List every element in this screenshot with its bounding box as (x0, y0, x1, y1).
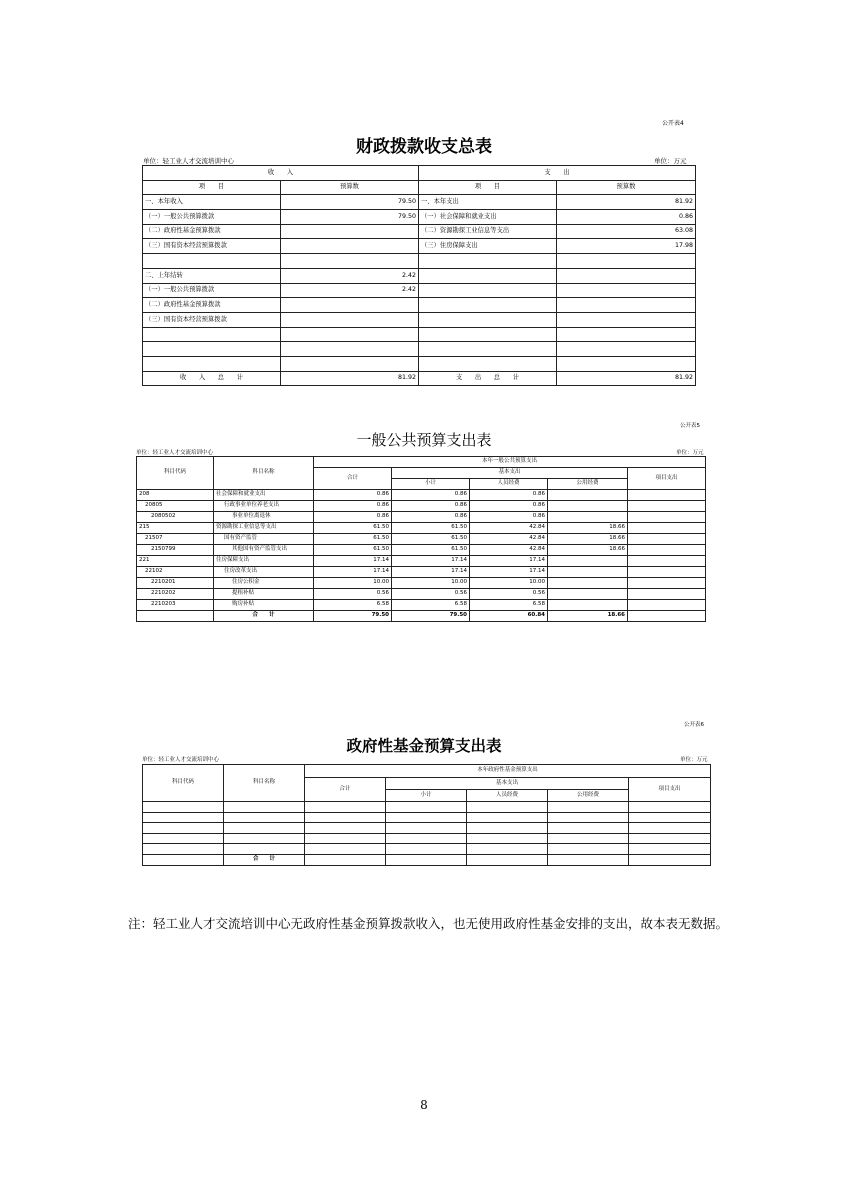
table6-col-name: 科目名称 (224, 765, 305, 802)
table4-total-expense-label: 支 出 总 计 (419, 371, 557, 386)
table4-income-amount (281, 298, 419, 313)
table6-col-project: 项目支出 (629, 778, 711, 802)
footnote: 注：轻工业人才交流培训中心无政府性基金预算拨款收入，也无使用政府性基金安排的支出，故本表无数据。 (128, 916, 729, 931)
table-row (143, 254, 696, 269)
table5-personnel: 17.14 (470, 567, 548, 578)
table6-total-label: 合 计 (224, 854, 305, 865)
table5-tag: 公开表5 (680, 423, 700, 429)
table-row (137, 512, 706, 523)
table5-project (628, 501, 706, 512)
table4-expense-item (419, 254, 557, 269)
table-row (143, 833, 711, 844)
table4-income-item (143, 342, 281, 357)
table5-personnel: 42.84 (470, 534, 548, 545)
table5-total-sum: 79.50 (314, 611, 392, 622)
table4-expense-amount: 63.08 (557, 224, 696, 239)
table4-expense-item (419, 342, 557, 357)
table5-code: 2150799 (137, 545, 214, 556)
table4-income-amount (281, 356, 419, 371)
table5-unit-right: 单位：万元 (676, 450, 704, 456)
table-row (143, 327, 696, 342)
table5-name: 住房公积金 (214, 578, 314, 589)
table5-public (548, 490, 628, 501)
table5-name: 行政事业单位养老支出 (214, 501, 314, 512)
table5-project (628, 578, 706, 589)
table5-public (548, 501, 628, 512)
table5-name: 资源勘探工业信息等支出 (214, 523, 314, 534)
table-row (143, 224, 696, 239)
table4-expense-amount (557, 298, 696, 313)
table-row (143, 356, 696, 371)
table5-subtotal: 61.50 (392, 545, 470, 556)
table5-total: 0.86 (314, 501, 392, 512)
table5-total: 17.14 (314, 556, 392, 567)
table-row (143, 312, 696, 327)
table-row (143, 802, 711, 813)
table5-project (628, 556, 706, 567)
table5-name: 住房改革支出 (214, 567, 314, 578)
table4-income-amount (281, 239, 419, 254)
table-row (143, 844, 711, 855)
table5-col-public: 公用经费 (548, 479, 628, 490)
table5-subtotal: 0.86 (392, 501, 470, 512)
table4-total-income: 81.92 (281, 371, 419, 386)
table5-project (628, 534, 706, 545)
table5-code: 215 (137, 523, 214, 534)
table5-total: 0.56 (314, 589, 392, 600)
table5-public (548, 556, 628, 567)
table-row (143, 283, 696, 298)
table-row (137, 567, 706, 578)
table6-group-header: 本年政府性基金预算支出 (305, 765, 711, 778)
table5-unit-left: 单位：轻工业人才交流培训中心 (136, 450, 214, 456)
table4-income-item: （一）一般公共预算拨款 (143, 283, 281, 298)
table4-expense-item: （一）社会保障和就业支出 (419, 210, 557, 225)
table5-public (548, 578, 628, 589)
table4-income-item: 一、本年收入 (143, 195, 281, 210)
table5-subtotal: 0.86 (392, 490, 470, 501)
table5-public: 18.66 (548, 545, 628, 556)
table5-total-public: 18.66 (548, 611, 628, 622)
table5-total: 6.58 (314, 600, 392, 611)
table-row (143, 298, 696, 313)
table5-personnel: 6.58 (470, 600, 548, 611)
table-row (137, 578, 706, 589)
table-row (137, 600, 706, 611)
table-row (143, 812, 711, 823)
table5-name: 国有资产监管 (214, 534, 314, 545)
table5-total: 61.50 (314, 545, 392, 556)
table4-unit-right: 单位：万元 (654, 157, 687, 165)
table5-total: 0.86 (314, 490, 392, 501)
table4-income-amount (281, 312, 419, 327)
table4-col-budget: 预算数 (281, 180, 419, 195)
table4-income-amount (281, 224, 419, 239)
table6-col-code: 科目代码 (143, 765, 224, 802)
table6-tag: 公开表6 (684, 722, 704, 728)
table5-total: 10.00 (314, 578, 392, 589)
table5-code: 2080502 (137, 512, 214, 523)
table4-expense-item: （三）住房保障支出 (419, 239, 557, 254)
table5-general-budget (136, 456, 706, 622)
table-row (137, 545, 706, 556)
table6-unit-left: 单位：轻工业人才交流培训中心 (142, 757, 220, 763)
table-row (137, 556, 706, 567)
table6-unit-right: 单位：万元 (680, 757, 708, 763)
table6-col-subtotal: 小计 (386, 790, 467, 802)
table-row (137, 490, 706, 501)
table5-subtotal: 6.58 (392, 600, 470, 611)
table4-expense-amount: 0.86 (557, 210, 696, 225)
table4-income-item: （三）国有资本经营预算拨款 (143, 312, 281, 327)
table5-code: 21507 (137, 534, 214, 545)
table5-personnel: 42.84 (470, 545, 548, 556)
table5-total-code (137, 611, 214, 622)
table6-col-personnel: 人员经费 (467, 790, 548, 802)
table5-code: 20805 (137, 501, 214, 512)
table5-total: 61.50 (314, 534, 392, 545)
table4-expense-amount (557, 356, 696, 371)
table5-project (628, 545, 706, 556)
table5-group-header: 本年一般公共预算支出 (314, 457, 706, 468)
table-row (137, 501, 706, 512)
table5-name: 住房保障支出 (214, 556, 314, 567)
table-row (143, 195, 696, 210)
table5-subtotal: 61.50 (392, 523, 470, 534)
table4-expense-amount (557, 283, 696, 298)
table5-project (628, 490, 706, 501)
table-row (137, 523, 706, 534)
table5-project (628, 589, 706, 600)
table5-code: 221 (137, 556, 214, 567)
table4-expense-item (419, 356, 557, 371)
table5-public: 18.66 (548, 523, 628, 534)
table4-income-amount (281, 327, 419, 342)
table4-expense-item (419, 283, 557, 298)
table5-public (548, 600, 628, 611)
table5-personnel: 10.00 (470, 578, 548, 589)
table4-expense-amount (557, 254, 696, 269)
table4-income-item (143, 356, 281, 371)
table5-name: 社会保障和就业支出 (214, 490, 314, 501)
table5-personnel: 0.86 (470, 490, 548, 501)
table5-subtotal: 17.14 (392, 556, 470, 567)
table4-income-amount (281, 254, 419, 269)
table4-income-item: 二、上年结转 (143, 268, 281, 283)
table5-col-total: 合计 (314, 468, 392, 490)
table5-subtotal: 17.14 (392, 567, 470, 578)
table-row (143, 210, 696, 225)
table5-code: 2210201 (137, 578, 214, 589)
table4-col-budget: 预算数 (557, 180, 696, 195)
table5-public (548, 589, 628, 600)
table5-subtotal: 10.00 (392, 578, 470, 589)
table6-title: 政府性基金预算支出表 (346, 736, 502, 755)
table5-public (548, 512, 628, 523)
table4-income-amount: 79.50 (281, 210, 419, 225)
table5-personnel: 0.86 (470, 501, 548, 512)
table5-subtotal: 61.50 (392, 534, 470, 545)
table6-total-code (143, 854, 224, 865)
table5-subtotal: 0.86 (392, 512, 470, 523)
table5-col-basic: 基本支出 (392, 468, 628, 479)
table5-code: 2210202 (137, 589, 214, 600)
table4-title: 财政拨款收支总表 (356, 137, 492, 157)
table5-personnel: 0.86 (470, 512, 548, 523)
table5-subtotal: 0.56 (392, 589, 470, 600)
table5-project (628, 600, 706, 611)
table4-total-expense: 81.92 (557, 371, 696, 386)
table5-name: 提租补贴 (214, 589, 314, 600)
table5-name: 其他国有资产监管支出 (214, 545, 314, 556)
table4-income-item: （一）一般公共预算拨款 (143, 210, 281, 225)
table4-expense-item: （二）资源勘探工业信息等支出 (419, 224, 557, 239)
table6-col-total: 合计 (305, 778, 386, 802)
table5-total-subtotal: 79.50 (392, 611, 470, 622)
table5-col-personnel: 人员经费 (470, 479, 548, 490)
table5-personnel: 42.84 (470, 523, 548, 534)
table-row (143, 342, 696, 357)
page-number: 8 (420, 1098, 428, 1112)
table5-name: 购房补贴 (214, 600, 314, 611)
table4-income-amount (281, 342, 419, 357)
table4-expense-amount: 17.98 (557, 239, 696, 254)
table4-col-item: 项 目 (419, 180, 557, 195)
table5-name: 事业单位离退休 (214, 512, 314, 523)
table-row (137, 589, 706, 600)
table5-col-code: 科目代码 (137, 457, 214, 490)
table5-project (628, 512, 706, 523)
table5-title: 一般公共预算支出表 (356, 431, 492, 449)
table4-tag: 公开表4 (662, 120, 684, 127)
table4-income-item: （二）政府性基金预算拨款 (143, 224, 281, 239)
table4-income-item (143, 327, 281, 342)
table5-col-name: 科目名称 (214, 457, 314, 490)
table5-personnel: 0.56 (470, 589, 548, 600)
table5-total-label: 合 计 (214, 611, 314, 622)
table4-income-header: 收 入 (143, 166, 419, 181)
table4-expense-amount (557, 342, 696, 357)
table5-total-project (628, 611, 706, 622)
table6-col-public: 公用经费 (548, 790, 629, 802)
table5-project (628, 567, 706, 578)
table-row (143, 823, 711, 834)
table4-expense-item (419, 312, 557, 327)
table5-col-subtotal: 小计 (392, 479, 470, 490)
table4-col-item: 项 目 (143, 180, 281, 195)
table5-public: 18.66 (548, 534, 628, 545)
table-row (143, 268, 696, 283)
table-row (137, 534, 706, 545)
table4-expense-header: 支 出 (419, 166, 696, 181)
table4-income-item: （二）政府性基金预算拨款 (143, 298, 281, 313)
table4-income-amount: 79.50 (281, 195, 419, 210)
table4-expense-item (419, 298, 557, 313)
table4-expense-item (419, 268, 557, 283)
table4-expense-item (419, 327, 557, 342)
table4-unit-left: 单位：轻工业人才交流培训中心 (143, 157, 234, 165)
table6-fund-budget (142, 764, 711, 866)
table4-total-income-label: 收 入 总 计 (143, 371, 281, 386)
table5-personnel: 17.14 (470, 556, 548, 567)
table4-income-expense (142, 165, 696, 386)
table4-expense-amount: 81.92 (557, 195, 696, 210)
table4-income-amount: 2.42 (281, 268, 419, 283)
table5-code: 208 (137, 490, 214, 501)
table5-code: 22102 (137, 567, 214, 578)
table5-col-project: 项目支出 (628, 468, 706, 490)
table4-income-amount: 2.42 (281, 283, 419, 298)
table5-public (548, 567, 628, 578)
table4-expense-item: 一、本年支出 (419, 195, 557, 210)
table4-income-item: （三）国有资本经营预算拨款 (143, 239, 281, 254)
table4-expense-amount (557, 268, 696, 283)
table4-income-item (143, 254, 281, 269)
table5-total-personnel: 60.84 (470, 611, 548, 622)
table5-code: 2210203 (137, 600, 214, 611)
table4-expense-amount (557, 327, 696, 342)
table-row (143, 239, 696, 254)
table5-project (628, 523, 706, 534)
table4-expense-amount (557, 312, 696, 327)
table6-col-basic: 基本支出 (386, 778, 629, 790)
table5-total: 61.50 (314, 523, 392, 534)
table5-total: 17.14 (314, 567, 392, 578)
table5-total: 0.86 (314, 512, 392, 523)
